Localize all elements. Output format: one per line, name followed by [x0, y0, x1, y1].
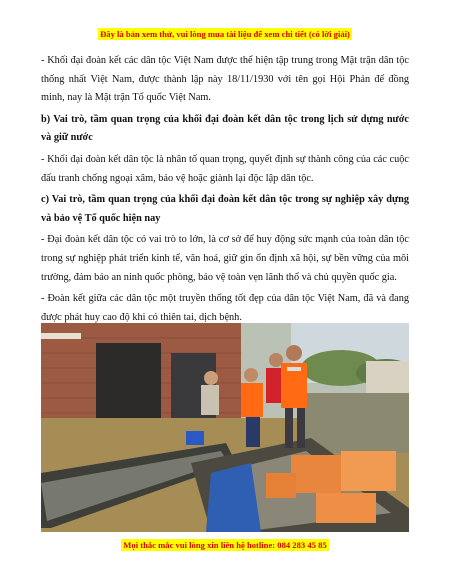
flood-relief-photo: [41, 323, 409, 532]
top-notice: [0, 24, 450, 42]
bottom-notice: [0, 535, 450, 553]
document-body: [41, 52, 409, 330]
photo-illustration: [41, 323, 409, 532]
paragraph-role-today: - Đại đoàn kết dân tộc có vai trò to lớn, là cơ sở để huy động sức mạnh của toàn dân tộc trong sự nghiệp phát triển kinh tế, văn hoá, giữ gìn ổn định xã hội, sự bền vững của môi trường, đảm bảo an ninh quốc phòng, bảo vệ toàn vẹn lãnh thổ và chủ quyền quốc gia.: [41, 234, 409, 283]
preview-notice-text: Đây là bản xem thử, vui lòng mua tài liệu để xem chi tiết (có lời giải): [100, 29, 350, 39]
heading-c: c) Vai trò, tầm quan trọng của khối đại đoàn kết dân tộc trong sự nghiệp xây dựng và bảo vệ Tổ quốc hiện nay: [41, 194, 409, 224]
heading-b: b) Vai trò, tầm quan trọng của khối đại đoàn kết dân tộc trong lịch sử dựng nước và giữ nước: [41, 113, 409, 144]
paragraph-front-history: - Khối đại đoàn kết các dân tộc Việt Nam được thể hiện tập trung trong Mặt trận dân tộc thống nhất Việt Nam, được thành lập này 18/11/1930 với tên gọi Hội Phản đế đồng minh, nay là Mặt trận Tổ quốc Việt Nam.: [41, 55, 409, 104]
paragraph-role-history: - Khối đại đoàn kết dân tộc là nhân tố quan trọng, quyết định sự thành công của các cuộc đấu tranh chống ngoại xâm, bảo vệ hoặc giành lại độc lập dân tộc.: [41, 153, 409, 184]
hotline-notice-text: Mọi thắc mắc vui lòng xin liên hệ hotline: 084 283 45 85: [123, 540, 327, 550]
paragraph-tradition: - Đoàn kết giữa các dân tộc một truyền thống tốt đẹp của dân tộc Việt Nam, đã và đang được phát huy cao độ khi có thiên tai, dịch bệnh.: [41, 293, 409, 323]
